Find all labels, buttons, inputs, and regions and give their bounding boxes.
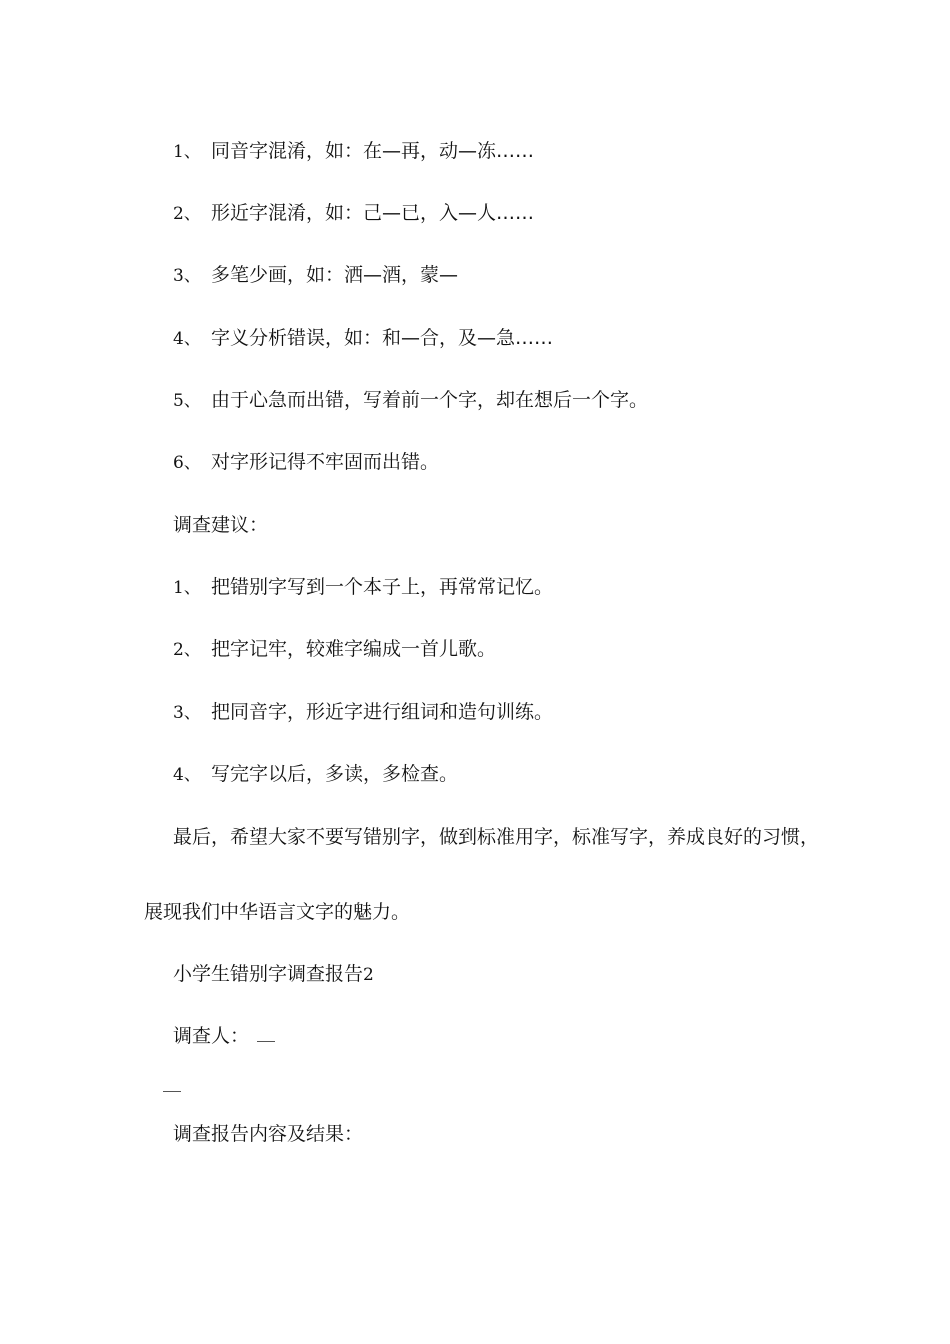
closing-paragraph-line2: 展现我们中华语言文字的魅力。 bbox=[144, 901, 411, 923]
item-text: 由于心急而出错，写着前一个字，却在想后一个字。 bbox=[211, 389, 649, 411]
error-item-6 bbox=[173, 450, 439, 475]
investigator-blank bbox=[257, 1040, 275, 1042]
item-text: 多笔少画，如：洒—酒，蒙— bbox=[211, 264, 459, 286]
item-number: 4、 bbox=[173, 329, 201, 349]
item-number: 4、 bbox=[173, 765, 201, 785]
error-item-5 bbox=[173, 388, 648, 413]
suggestion-item-1 bbox=[173, 575, 553, 600]
error-item-2 bbox=[173, 201, 534, 226]
item-number: 1、 bbox=[173, 142, 201, 162]
item-number: 6、 bbox=[173, 453, 201, 473]
suggestion-item-3 bbox=[173, 700, 553, 725]
error-item-3 bbox=[173, 263, 458, 288]
blank-line bbox=[163, 1091, 181, 1092]
error-item-4 bbox=[173, 326, 553, 351]
item-number: 3、 bbox=[173, 266, 201, 286]
investigator-line bbox=[173, 1024, 275, 1048]
content-heading: 调查报告内容及结果： bbox=[173, 1123, 364, 1145]
suggestion-item-2 bbox=[173, 637, 496, 662]
item-text: 把错别字写到一个本子上，再常常记忆。 bbox=[211, 576, 554, 598]
error-item-1 bbox=[173, 139, 534, 164]
item-number: 2、 bbox=[173, 640, 201, 660]
item-text: 把同音字，形近字进行组词和造句训练。 bbox=[211, 701, 554, 723]
item-text: 对字形记得不牢固而出错。 bbox=[211, 451, 440, 473]
item-text: 写完字以后，多读，多检查。 bbox=[211, 763, 459, 785]
item-number: 3、 bbox=[173, 703, 201, 723]
item-number: 1、 bbox=[173, 578, 201, 598]
item-text: 把字记牢，较难字编成一首儿歌。 bbox=[211, 638, 497, 660]
report2-title bbox=[173, 962, 374, 987]
closing-paragraph-line1: 最后，希望大家不要写错别字，做到标准用字，标准写字，养成良好的习惯， bbox=[173, 826, 820, 848]
item-text: 字义分析错误，如：和—合，及—急…… bbox=[211, 327, 554, 349]
report2-title-number: 2 bbox=[363, 965, 374, 985]
item-number: 2、 bbox=[173, 204, 201, 224]
item-text: 形近字混淆，如：己—已，入—人…… bbox=[211, 202, 535, 224]
item-number: 5、 bbox=[173, 391, 201, 411]
suggestions-heading: 调查建议： bbox=[173, 514, 269, 536]
report2-title-text: 小学生错别字调查报告 bbox=[173, 963, 364, 985]
item-text: 同音字混淆，如：在—再，动—冻…… bbox=[211, 140, 535, 162]
suggestion-item-4 bbox=[173, 762, 458, 787]
investigator-label: 调查人： bbox=[173, 1025, 250, 1047]
